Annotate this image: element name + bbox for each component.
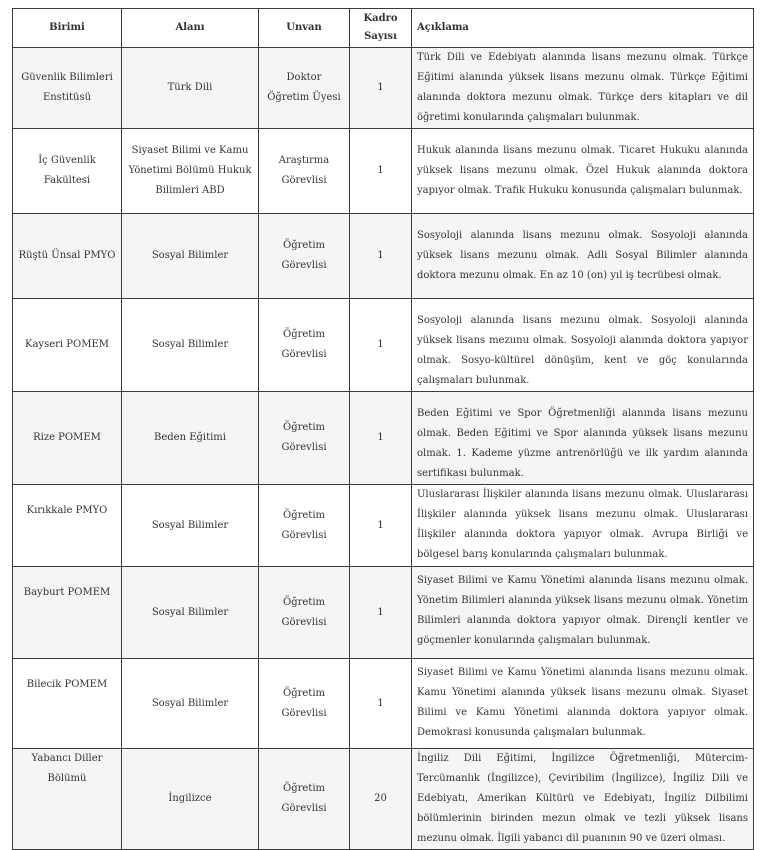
cell-alani: Türk Dili <box>122 48 259 129</box>
cell-alani: Sosyal Bilimler <box>122 567 259 659</box>
cell-kadro: 1 <box>350 392 412 485</box>
cell-kadro: 1 <box>350 659 412 749</box>
cell-kadro: 1 <box>350 214 412 299</box>
header-unvan: Unvan <box>259 9 350 48</box>
cell-alani: Sosyal Bilimler <box>122 485 259 567</box>
cell-birimi: Kayseri POMEM <box>13 299 122 392</box>
cell-kadro: 1 <box>350 485 412 567</box>
cell-unvan: Araştırma Görevlisi <box>259 129 350 214</box>
header-birimi: Birimi <box>13 9 122 48</box>
cell-alani: Siyaset Bilimi ve Kamu Yönetimi Bölümü Hukuk Bilimleri ABD <box>122 129 259 214</box>
table-row <box>13 567 754 659</box>
cell-unvan: Öğretim Görevlisi <box>259 749 350 850</box>
cell-birimi: Bayburt POMEM <box>13 567 122 659</box>
cell-aciklama: Sosyoloji alanında lisans mezunu olmak. Sosyoloji alanında yüksek lisans mezunu olmak. Adli Sosyal Bilimler alanında doktora mezunu olmak. En az 10 (on) yıl iş tecrübesi olmak. <box>412 214 754 299</box>
cell-aciklama: Türk Dili ve Edebiyatı alanında lisans mezunu olmak. Türkçe Eğitimi alanında yüksek lisans mezunu olmak. Türkçe Eğitimi alanında doktora mezunu olmak. Türkçe ders kitapları ve dil öğretimi konularında çalışmaları bulunmak. <box>412 48 754 129</box>
table-row <box>13 659 754 749</box>
cell-alani: Sosyal Bilimler <box>122 214 259 299</box>
cell-unvan: Öğretim Görevlisi <box>259 567 350 659</box>
cell-unvan: Öğretim Görevlisi <box>259 485 350 567</box>
table-row <box>13 392 754 485</box>
cell-kadro: 1 <box>350 567 412 659</box>
table-row <box>13 299 754 392</box>
cell-aciklama: Uluslararası İlişkiler alanında lisans mezunu olmak. Uluslararası İlişkiler alanında yüksek lisans mezunu olmak. Uluslararası İlişkiler alanında doktora yapıyor olmak. Avrupa Birliği ve bölgesel barış konularında çalışmaları bulunmak. <box>412 485 754 567</box>
cell-aciklama: Siyaset Bilimi ve Kamu Yönetimi alanında lisans mezunu olmak. Yönetim Bilimleri alanında yüksek lisans mezunu olmak. Yönetim Bilimleri alanında doktora yapıyor olmak. Dirençli kentler ve göçmenler konularında çalışmaları bulunmak. <box>412 567 754 659</box>
cell-kadro: 1 <box>350 48 412 129</box>
table-row <box>13 48 754 129</box>
cell-aciklama: Sosyoloji alanında lisans mezunu olmak. Sosyoloji alanında yüksek lisans mezunu olmak. Sosyoloji alanında doktora yapıyor olmak. Sosyo-kültürel dönüşüm, kent ve göç konularında çalışmaları bulunmak. <box>412 299 754 392</box>
header-alani: Alanı <box>122 9 259 48</box>
cell-alani: Sosyal Bilimler <box>122 659 259 749</box>
cell-aciklama: Siyaset Bilimi ve Kamu Yönetimi alanında lisans mezunu olmak. Kamu Yönetimi alanında yüksek lisans mezunu olmak. Siyaset Bilimi ve Kamu Yönetimi alanında doktora yapıyor olmak. Demokrasi konusunda çalışmaları bulunmak. <box>412 659 754 749</box>
cell-birimi: Rize POMEM <box>13 392 122 485</box>
table-row <box>13 214 754 299</box>
cell-alani: Sosyal Bilimler <box>122 299 259 392</box>
header-row <box>13 9 754 48</box>
cell-unvan: Öğretim Görevlisi <box>259 299 350 392</box>
table-row <box>13 485 754 567</box>
header-kadro-sayisi: Kadro Sayısı <box>350 9 412 48</box>
kadro-table <box>12 8 754 850</box>
cell-unvan: Öğretim Görevlisi <box>259 659 350 749</box>
cell-birimi: Yabancı Diller Bölümü <box>13 749 122 850</box>
cell-aciklama: Beden Eğitimi ve Spor Öğretmenliği alanında lisans mezunu olmak. Beden Eğitimi ve Spor alanında yüksek lisans mezunu olmak. 1. Kademe yüzme antrenörlüğü ve ilk yardım alanında sertifikası bulunmak. <box>412 392 754 485</box>
cell-alani: İngilizce <box>122 749 259 850</box>
cell-unvan: Doktor Öğretim Üyesi <box>259 48 350 129</box>
cell-birimi: Rüştü Ünsal PMYO <box>13 214 122 299</box>
table-row <box>13 749 754 850</box>
cell-kadro: 1 <box>350 299 412 392</box>
cell-kadro: 20 <box>350 749 412 850</box>
cell-kadro: 1 <box>350 129 412 214</box>
cell-alani: Beden Eğitimi <box>122 392 259 485</box>
cell-aciklama: İngiliz Dili Eğitimi, İngilizce Öğretmenliği, Mütercim-Tercümanlık (İngilizce), Çeviribilim (İngilizce), İngiliz Dili ve Edebiyatı, Amerikan Kültürü ve Edebiyatı, İngiliz Dilbilimi bölümlerinin birinden mezun olmak ve tezli yüksek lisans mezunu olmak. İlgili yabancı dil puanının 90 ve üzeri olması. <box>412 749 754 850</box>
cell-birimi: Kırıkkale PMYO <box>13 485 122 567</box>
cell-birimi: İç Güvenlik Fakültesi <box>13 129 122 214</box>
cell-birimi: Bilecik POMEM <box>13 659 122 749</box>
table-row <box>13 129 754 214</box>
header-aciklama: Açıklama <box>412 9 754 48</box>
cell-unvan: Öğretim Görevlisi <box>259 392 350 485</box>
cell-unvan: Öğretim Görevlisi <box>259 214 350 299</box>
cell-birimi: Güvenlik Bilimleri Enstitüsü <box>13 48 122 129</box>
cell-aciklama: Hukuk alanında lisans mezunu olmak. Ticaret Hukuku alanında yüksek lisans mezunu olmak. Özel Hukuk alanında doktora yapıyor olmak. Trafik Hukuku konusunda çalışmaları bulunmak. <box>412 129 754 214</box>
